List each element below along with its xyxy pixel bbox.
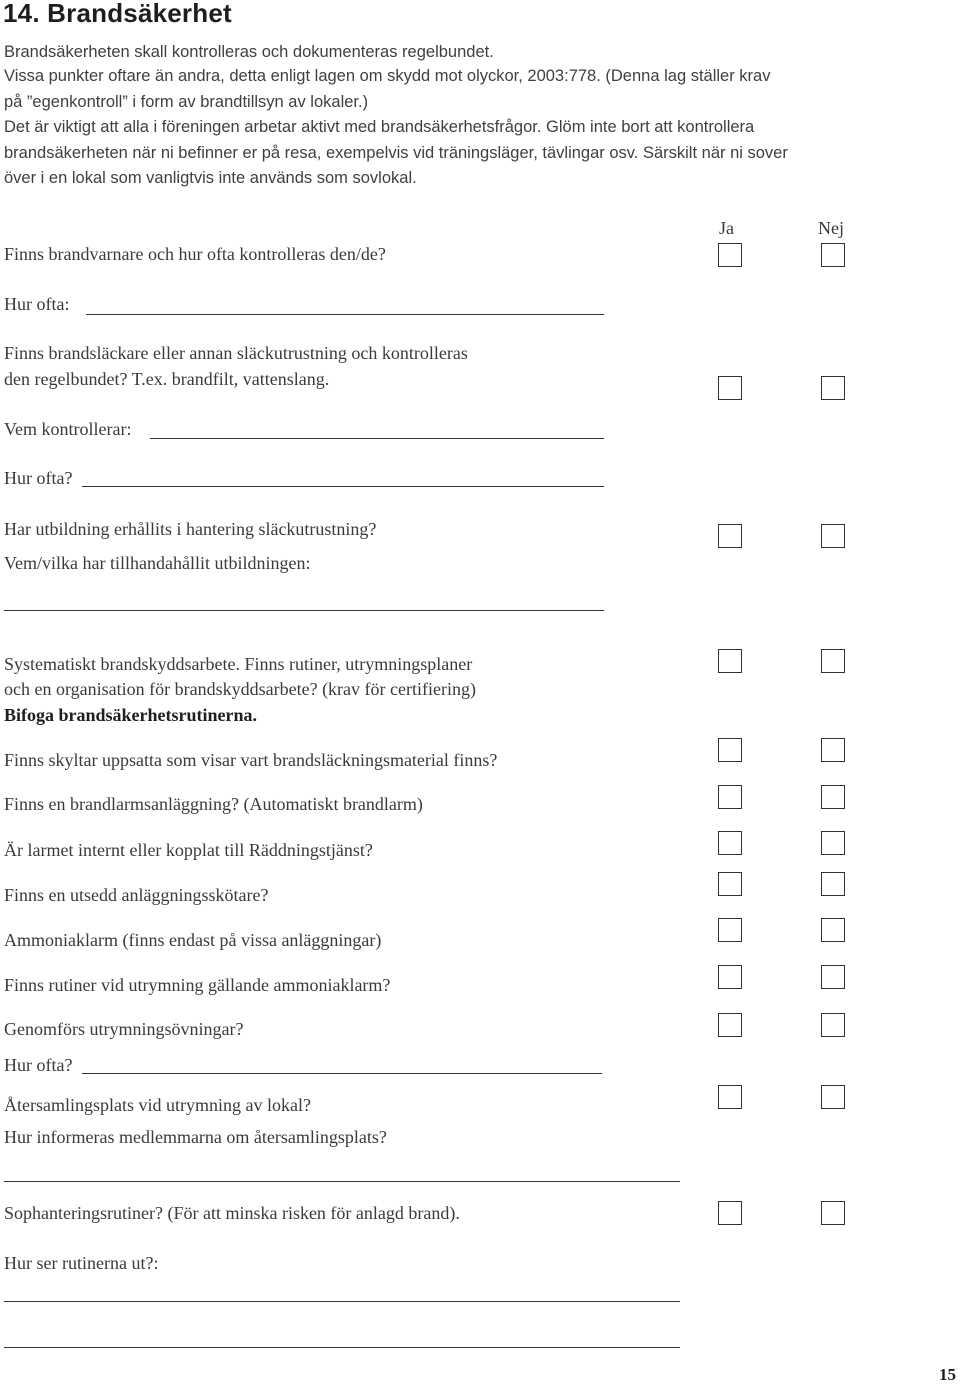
label-hur-ofta-brandvarnare: Hur ofta: [4, 294, 70, 314]
intro-line-3: på ”egenkontroll” i form av brandtillsyn av lokaler.) [4, 93, 369, 111]
label-vem-utbildning: Vem/vilka har tillhandahållit utbildningen: [4, 553, 311, 573]
checkbox-nej-utbildning[interactable] [821, 524, 845, 548]
checkbox-nej-brandlarm[interactable] [821, 785, 845, 809]
question-sophantering: Sophanteringsrutiner? (För att minska risken för anlagd brand). [4, 1203, 460, 1223]
checkbox-ja-skyltar[interactable] [718, 738, 742, 762]
question-brandvarnare: Finns brandvarnare och hur ofta kontrolleras den/de? [4, 244, 386, 264]
question-sba-line-2: och en organisation för brandskyddsarbete? (krav för certifiering) [4, 679, 476, 699]
question-sba-line-1: Systematiskt brandskyddsarbete. Finns rutiner, utrymningsplaner [4, 654, 473, 674]
label-hur-ofta-slackare: Hur ofta? [4, 468, 73, 488]
question-larm-kopplat: Är larmet internt eller kopplat till Räddningstjänst? [4, 840, 373, 860]
answer-line-rutiner-ut-2[interactable] [4, 1347, 680, 1348]
checkbox-nej-ovningar[interactable] [821, 1013, 845, 1037]
checkbox-ja-utbildning[interactable] [718, 524, 742, 548]
answer-line-hur-ofta-brandvarnare[interactable] [86, 314, 604, 315]
checkbox-nej-sba[interactable] [821, 649, 845, 673]
question-skyltar: Finns skyltar uppsatta som visar vart brandsläckningsmaterial finns? [4, 750, 498, 770]
checkbox-ja-ammoniak[interactable] [718, 918, 742, 942]
intro-line-6: över i en lokal som vanligtvis inte används som sovlokal. [4, 169, 417, 187]
question-brandslackare-line-1: Finns brandsläckare eller annan släckutrustning och kontrolleras [4, 343, 468, 363]
label-rutiner-ut: Hur ser rutinerna ut?: [4, 1253, 159, 1273]
checkbox-ja-atersamling[interactable] [718, 1085, 742, 1109]
checkbox-ja-larm-kopplat[interactable] [718, 831, 742, 855]
question-ovningar: Genomförs utrymningsövningar? [4, 1019, 244, 1039]
question-sba-line-3: Bifoga brandsäkerhetsrutinerna. [4, 705, 258, 725]
page-number: 15 [939, 1365, 956, 1384]
checkbox-nej-sophantering[interactable] [821, 1201, 845, 1225]
question-skotare: Finns en utsedd anläggningsskötare? [4, 885, 269, 905]
checkbox-ja-ovningar[interactable] [718, 1013, 742, 1037]
answer-line-rutiner-ut-1[interactable] [4, 1301, 680, 1302]
checkbox-ja-brandslackare[interactable] [718, 376, 742, 400]
intro-line-4: Det är viktigt att alla i föreningen arbetar aktivt med brandsäkerhetsfrågor. Glöm inte bort att kontrollera [4, 118, 755, 136]
label-hur-ofta-ovningar: Hur ofta? [4, 1055, 73, 1075]
label-vem-kontrollerar: Vem kontrollerar: [4, 419, 132, 439]
checkbox-nej-skyltar[interactable] [821, 738, 845, 762]
intro-line-2: Vissa punkter oftare än andra, detta enligt lagen om skydd mot olyckor, 2003:778. (Denna lag ställer krav [4, 67, 771, 85]
answer-line-informeras[interactable] [4, 1181, 680, 1182]
answer-line-vem-utbildning[interactable] [4, 610, 604, 611]
question-ammoniak: Ammoniaklarm (finns endast på vissa anläggningar) [4, 930, 382, 950]
intro-line-5: brandsäkerheten när ni befinner er på resa, exempelvis vid träningsläger, tävlingar osv. Särskilt när ni sover [4, 144, 788, 162]
question-brandlarm: Finns en brandlarmsanläggning? (Automatiskt brandlarm) [4, 794, 423, 814]
checkbox-ja-skotare[interactable] [718, 872, 742, 896]
checkbox-nej-brandslackare[interactable] [821, 376, 845, 400]
checkbox-nej-atersamling[interactable] [821, 1085, 845, 1109]
checkbox-nej-larm-kopplat[interactable] [821, 831, 845, 855]
page-title: 14. Brandsäkerhet [3, 0, 232, 28]
checkbox-nej-brandvarnare[interactable] [821, 243, 845, 267]
column-header-nej: Nej [818, 218, 844, 238]
checkbox-ja-brandvarnare[interactable] [718, 243, 742, 267]
checkbox-ja-sophantering[interactable] [718, 1201, 742, 1225]
question-brandslackare-line-2: den regelbundet? T.ex. brandfilt, vattenslang. [4, 369, 330, 389]
checkbox-ja-sba[interactable] [718, 649, 742, 673]
question-atersamling: Återsamlingsplats vid utrymning av lokal? [4, 1095, 311, 1115]
answer-line-hur-ofta-ovningar[interactable] [82, 1073, 602, 1074]
label-informeras: Hur informeras medlemmarna om återsamlingsplats? [4, 1127, 387, 1147]
checkbox-ja-ammoniak-rutiner[interactable] [718, 965, 742, 989]
answer-line-vem-kontrollerar[interactable] [150, 438, 604, 439]
question-ammoniak-rutiner: Finns rutiner vid utrymning gällande ammoniaklarm? [4, 975, 391, 995]
checkbox-nej-skotare[interactable] [821, 872, 845, 896]
checkbox-nej-ammoniak[interactable] [821, 918, 845, 942]
column-header-ja: Ja [719, 218, 734, 238]
answer-line-hur-ofta-slackare[interactable] [82, 486, 604, 487]
question-utbildning: Har utbildning erhållits i hantering släckutrustning? [4, 519, 377, 539]
checkbox-nej-ammoniak-rutiner[interactable] [821, 965, 845, 989]
checkbox-ja-brandlarm[interactable] [718, 785, 742, 809]
intro-line-1: Brandsäkerheten skall kontrolleras och dokumenteras regelbundet. [4, 43, 494, 61]
